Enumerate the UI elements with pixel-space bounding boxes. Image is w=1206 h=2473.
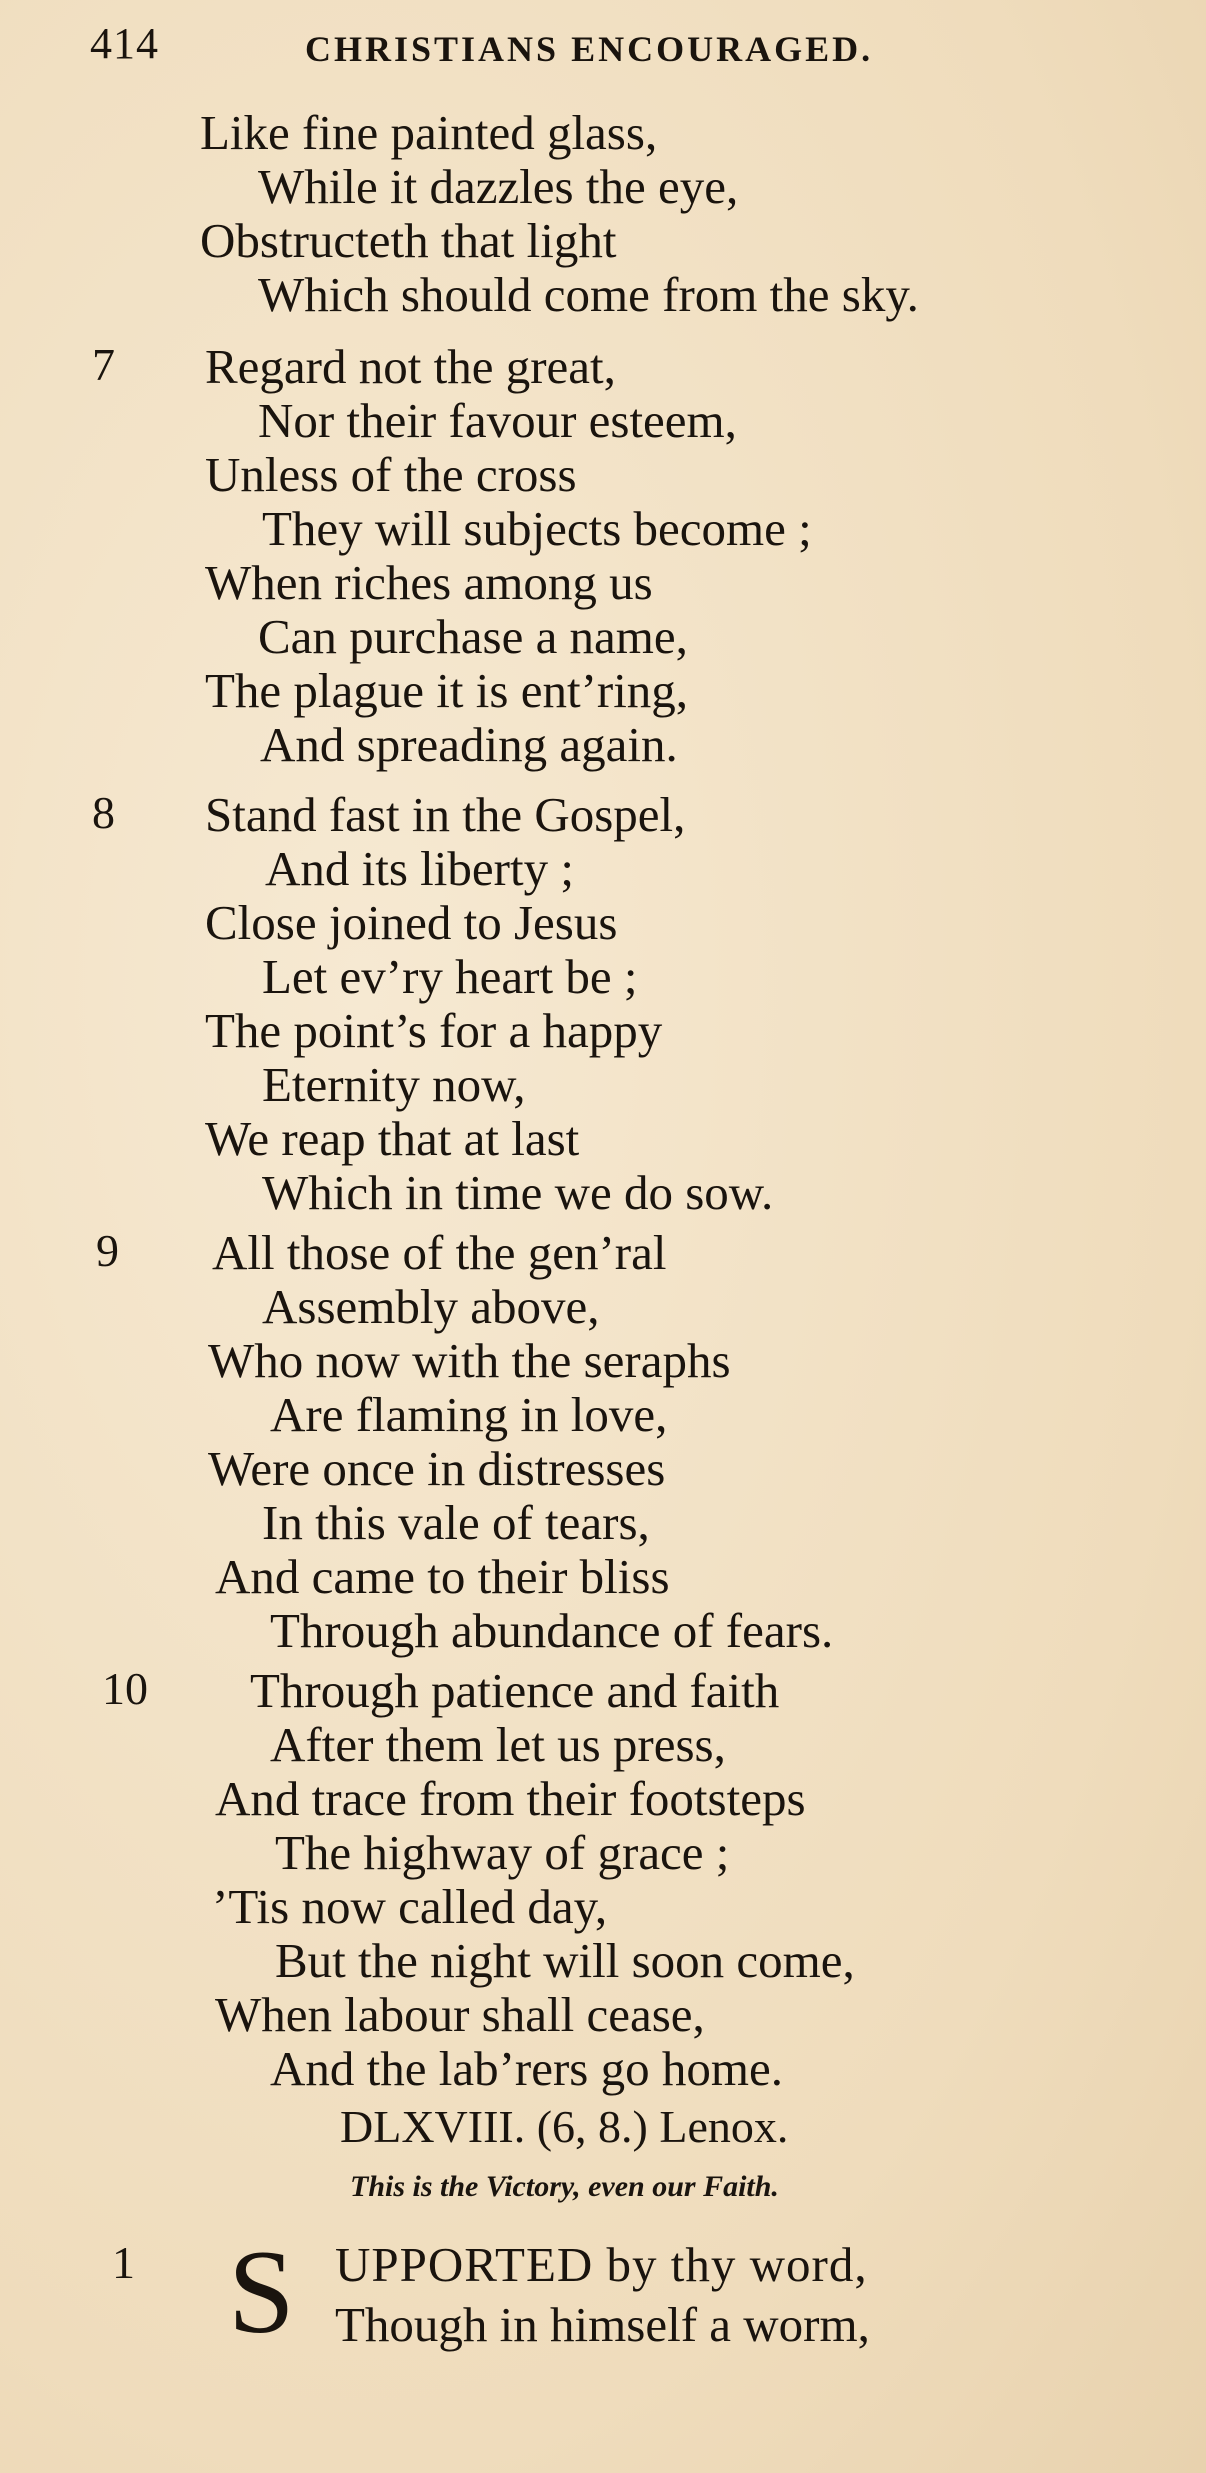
- poem-line: Are flaming in love,: [270, 1387, 668, 1442]
- hymn-subtitle: This is the Victory, even our Faith.: [350, 2170, 779, 2203]
- verse-number: 8: [92, 787, 115, 838]
- poem-line: The point’s for a happy: [205, 1003, 663, 1058]
- poem-line: Who now with the seraphs: [208, 1333, 731, 1388]
- poem-line: UPPORTED by thy word,: [335, 2237, 868, 2292]
- poem-line: And its liberty ;: [265, 841, 574, 896]
- poem-line: Nor their favour esteem,: [258, 393, 737, 448]
- poem-line: Let ev’ry heart be ;: [262, 949, 638, 1004]
- poem-line: Stand fast in the Gospel,: [205, 787, 686, 842]
- verse-number: 7: [92, 339, 115, 390]
- poem-line: The highway of grace ;: [275, 1825, 730, 1880]
- poem-line: And the lab’rers go home.: [270, 2041, 783, 2096]
- poem-line: But the night will soon come,: [275, 1933, 855, 1988]
- poem-line: Through patience and faith: [250, 1663, 780, 1718]
- poem-line: And spreading again.: [260, 717, 678, 772]
- hymn-title: DLXVIII. (6, 8.) Lenox.: [340, 2101, 789, 2152]
- poem-line: We reap that at last: [205, 1111, 580, 1166]
- poem-line: Unless of the cross: [205, 447, 577, 502]
- running-head: CHRISTIANS ENCOURAGED.: [305, 29, 874, 69]
- poem-line: Eternity now,: [262, 1057, 526, 1112]
- poem-line: And came to their bliss: [215, 1549, 670, 1604]
- poem-line: Can purchase a name,: [258, 609, 688, 664]
- poem-line: The plague it is ent’ring,: [205, 663, 689, 718]
- page-number: 414: [90, 19, 159, 68]
- poem-line: Which in time we do sow.: [262, 1165, 774, 1220]
- poem-line: They will subjects become ;: [262, 501, 812, 556]
- drop-cap: S: [228, 2225, 295, 2358]
- poem-line: In this vale of tears,: [262, 1495, 650, 1550]
- verse-number: 1: [112, 2237, 135, 2288]
- verse-number: 9: [96, 1225, 119, 1276]
- poem-line: And trace from their footsteps: [215, 1771, 806, 1826]
- poem-line: Through abundance of fears.: [270, 1603, 834, 1658]
- poem-line: Obstructeth that light: [200, 213, 617, 268]
- poem-line: Assembly above,: [262, 1279, 600, 1334]
- poem-line: Close joined to Jesus: [205, 895, 618, 950]
- poem-line: All those of the gen’ral: [212, 1225, 667, 1280]
- poem-line: Like fine painted glass,: [200, 105, 658, 160]
- poem-line: Though in himself a worm,: [335, 2297, 870, 2352]
- page-header: [90, 18, 1090, 78]
- poem-line: When labour shall cease,: [215, 1987, 705, 2042]
- poem-line: When riches among us: [205, 555, 653, 610]
- verse-number: 10: [102, 1663, 148, 1714]
- poem-line: Which should come from the sky.: [258, 267, 919, 322]
- poem-line: While it dazzles the eye,: [258, 159, 739, 214]
- poem-line: ’Tis now called day,: [212, 1879, 608, 1934]
- poem-line: Were once in distresses: [208, 1441, 666, 1496]
- poem-line: Regard not the great,: [205, 339, 616, 394]
- poem-line: After them let us press,: [270, 1717, 726, 1772]
